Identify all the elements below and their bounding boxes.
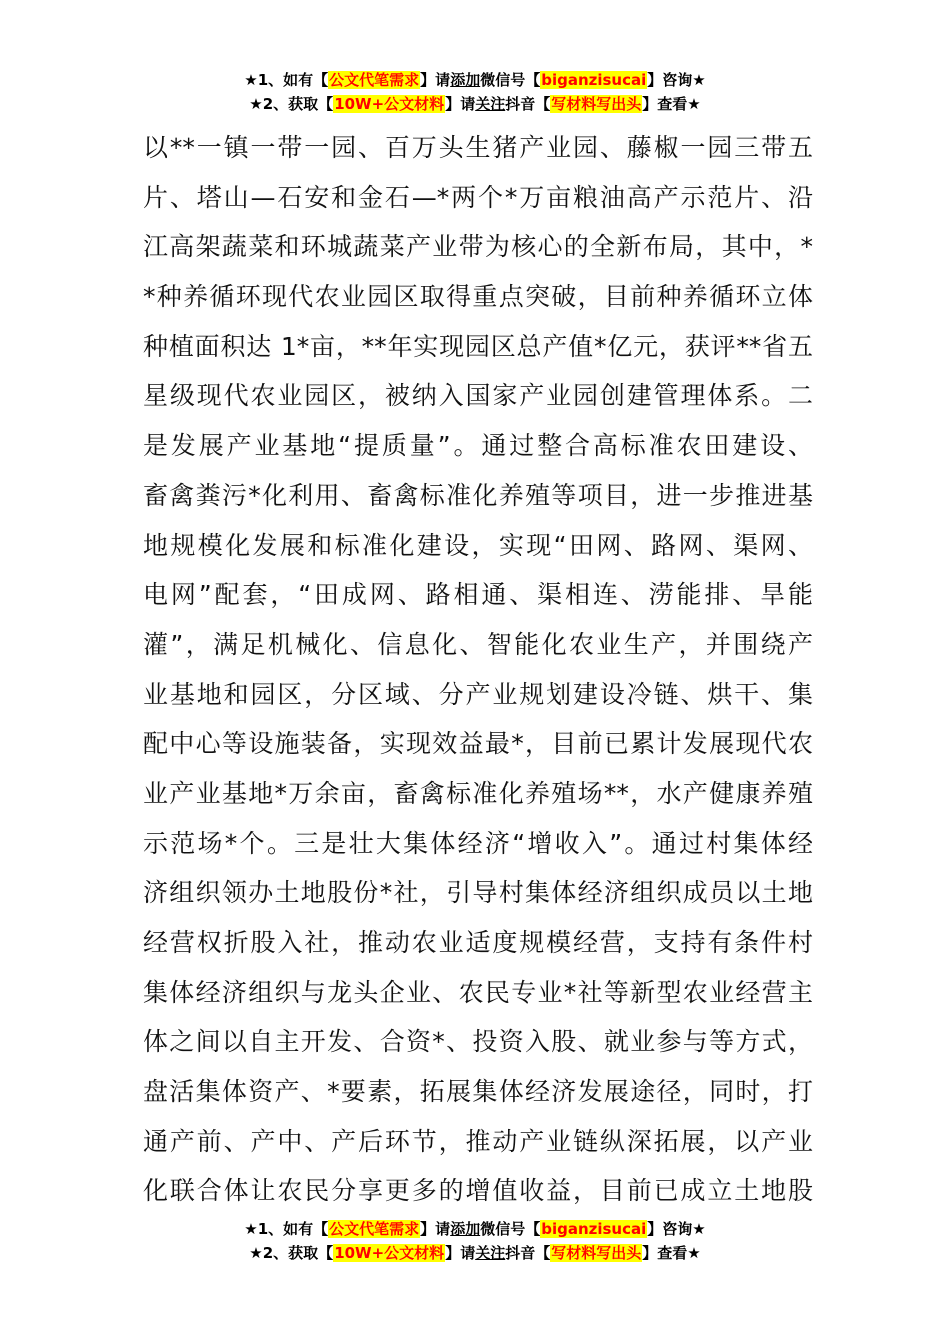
banner-line-2: ★2、获取【10W+公文材料】请关注抖音【写材料写出头】查看★ — [249, 1244, 701, 1262]
text-line: 经营权折股入社，推动农业适度规模经营，支持有条件村 — [143, 928, 813, 957]
text-line: 片、塔山—石安和金石—*两个*万亩粮油高产示范片、沿 — [143, 182, 813, 212]
banner-line-1: ★1、如有【公文代笔需求】请添加微信号【biganzisucai】咨询★ — [244, 1220, 706, 1238]
text-line: 江高架蔬菜和环城蔬菜产业带为核心的全新布局，其中，* — [143, 232, 813, 262]
text-line: 业基地和园区，分区域、分产业规划建设冷链、烘干、集 — [143, 679, 813, 709]
text-line: 体之间以自主开发、合资*、投资入股、就业参与等方式， — [143, 1027, 813, 1057]
highlight-douyin-account: 写材料写出头 — [551, 1244, 642, 1262]
text-line: 济组织领办土地股份*社，引导村集体经济组织成员以土地 — [143, 878, 813, 908]
text-line: 星级现代农业园区，被纳入国家产业园创建管理体系。二 — [143, 381, 813, 411]
text-line: 配中心等设施装备，实现效益最*，目前已累计发展现代农 — [143, 729, 813, 759]
highlight-douyin-account: 写材料写出头 — [551, 95, 642, 113]
highlight-materials: 10W+公文材料 — [334, 1244, 445, 1262]
text-line: 是发展产业基地“提质量”。通过整合高标准农田建设、 — [143, 431, 813, 461]
text-line: 灌”，满足机械化、信息化、智能化农业生产，并围绕产 — [143, 629, 813, 659]
highlight-materials: 10W+公文材料 — [334, 95, 445, 113]
text-line: 地规模化发展和标准化建设，实现“田网、路网、渠网、 — [143, 530, 813, 560]
highlight-wechat-id: biganzisucai — [541, 1220, 647, 1238]
text-line: *种养循环现代农业园区取得重点突破，目前种养循环立体 — [143, 282, 813, 312]
text-line: 通产前、产中、产后环节，推动产业链纵深拓展，以产业 — [143, 1126, 813, 1156]
text-line: 种植面积达 1*亩，**年实现园区总产值*亿元，获评**省五 — [143, 331, 813, 361]
text-line: 畜禽粪污*化利用、畜禽标准化养殖等项目，进一步推进基 — [143, 480, 813, 510]
highlight-service: 公文代笔需求 — [329, 1220, 420, 1238]
document-body — [143, 123, 813, 1216]
text-line: 以**一镇一带一园、百万头生猪产业园、藤椒一园三带五 — [143, 133, 813, 162]
highlight-service: 公文代笔需求 — [329, 71, 420, 89]
banner-line-1: ★1、如有【公文代笔需求】请添加微信号【biganzisucai】咨询★ — [244, 71, 706, 89]
text-line: 示范场*个。三是壮大集体经济“增收入”。通过村集体经 — [143, 828, 813, 858]
text-line: 电网”配套，“田成网、路相通、渠相连、涝能排、旱能 — [143, 580, 813, 610]
text-line: 化联合体让农民分享更多的增值收益，目前已成立土地股 — [143, 1176, 813, 1206]
text-line: 集体经济组织与龙头企业、农民专业*社等新型农业经营主 — [143, 977, 813, 1007]
banner-line-2: ★2、获取【10W+公文材料】请关注抖音【写材料写出头】查看★ — [249, 95, 701, 113]
text-line: 业产业基地*万余亩，畜禽标准化养殖场**，水产健康养殖 — [143, 778, 813, 808]
header-banner — [0, 68, 950, 116]
footer-banner — [0, 1217, 950, 1265]
highlight-wechat-id: biganzisucai — [541, 71, 647, 89]
text-line: 盘活集体资产、*要素，拓展集体经济发展途径，同时，打 — [143, 1077, 813, 1107]
